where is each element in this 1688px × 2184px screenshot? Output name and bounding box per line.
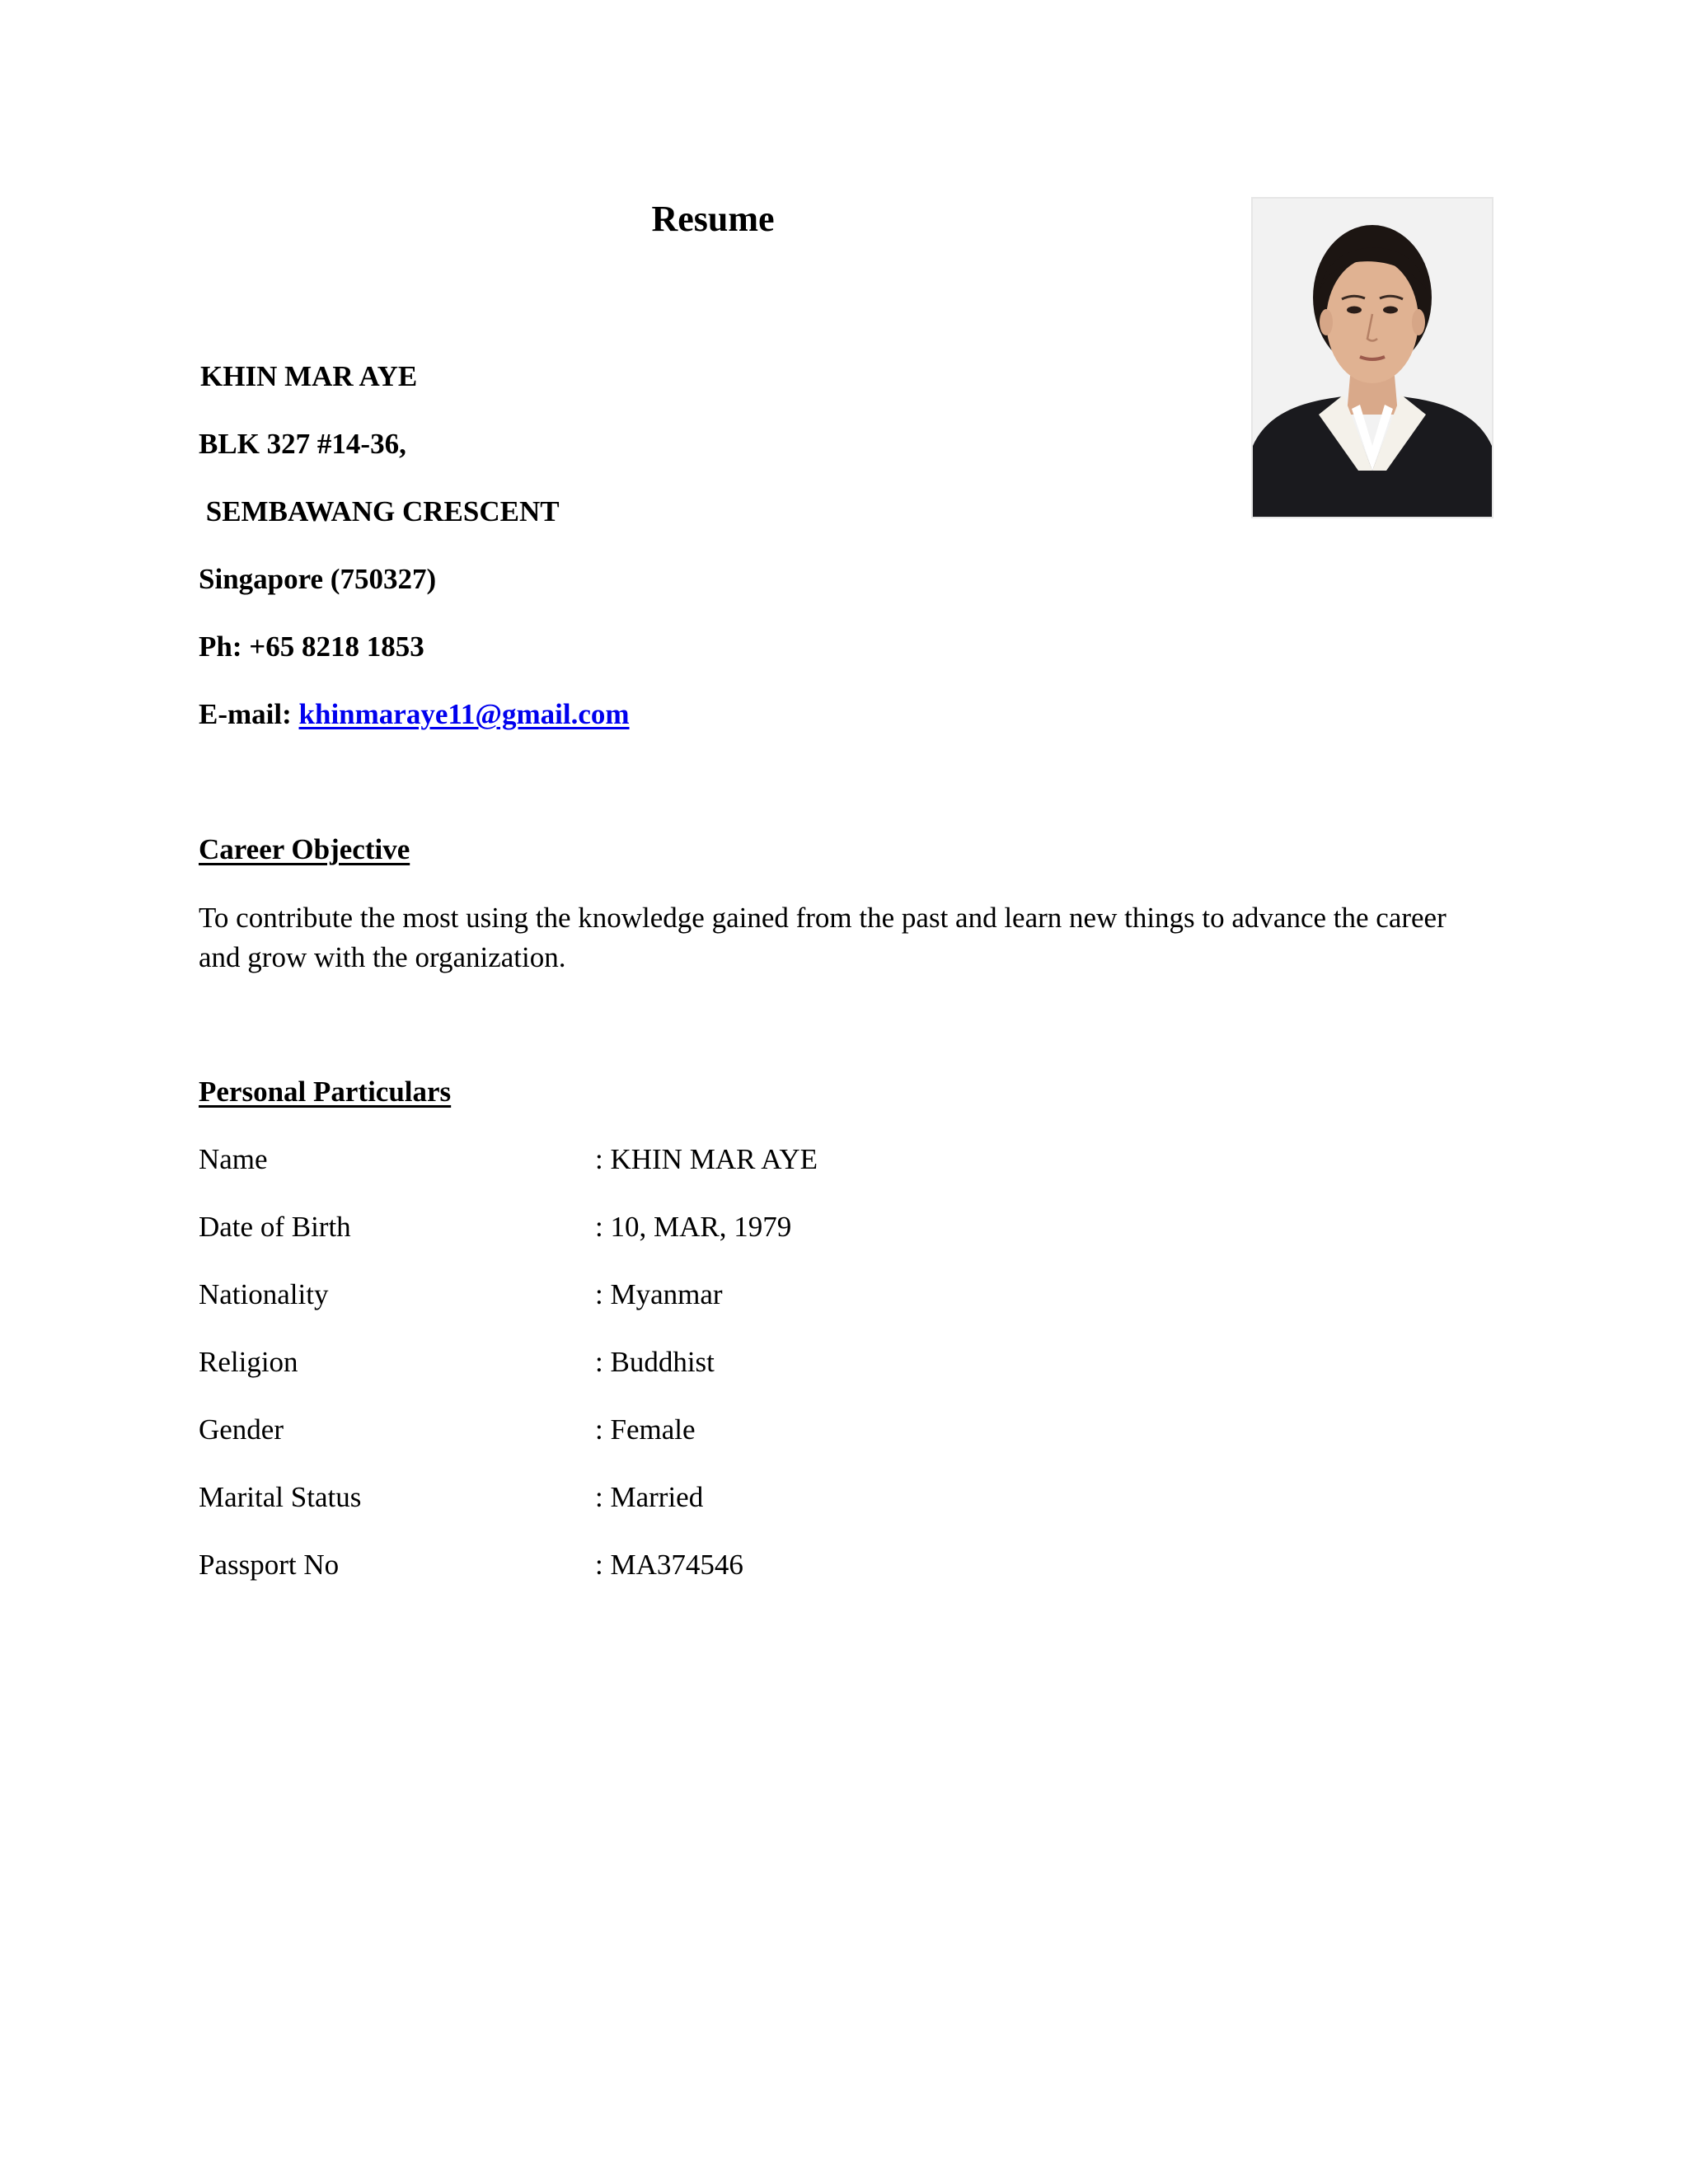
pp-value-dob: : 10, MAR, 1979 [595, 1211, 792, 1243]
pp-value-marital-status: : Married [595, 1481, 704, 1513]
pp-label-dob: Date of Birth [199, 1211, 351, 1243]
email-label: E-mail: [199, 698, 299, 730]
contact-name: KHIN MAR AYE [200, 360, 418, 392]
career-objective-text: To contribute the most using the knowledge gained from the past and learn new things to advance the career and grow with the organization. [199, 902, 1447, 973]
pp-label-name: Name [199, 1143, 268, 1175]
career-objective-heading: Career Objective [199, 833, 410, 865]
email-link[interactable]: khinmaraye11@gmail.com [298, 698, 630, 730]
profile-photo [1251, 197, 1493, 518]
phone-number: Ph: +65 8218 1853 [199, 630, 424, 663]
pp-value-nationality: : Myanmar [595, 1278, 723, 1310]
pp-value-religion: : Buddhist [595, 1346, 715, 1378]
personal-particulars-heading: Personal Particulars [199, 1076, 452, 1108]
pp-value-gender: : Female [595, 1413, 696, 1446]
address-city: Singapore (750327) [199, 563, 437, 595]
pp-label-religion: Religion [199, 1346, 298, 1378]
pp-value-passport: : MA374546 [595, 1549, 743, 1581]
pp-label-passport: Passport No [199, 1549, 340, 1581]
document-title: Resume [651, 199, 775, 239]
email-line [199, 697, 630, 732]
pp-label-nationality: Nationality [199, 1278, 329, 1310]
pp-label-marital-status: Marital Status [199, 1481, 362, 1513]
pp-label-gender: Gender [199, 1413, 284, 1446]
address-line-2: SEMBAWANG CRESCENT [199, 495, 560, 527]
address-line-1: BLK 327 #14-36, [199, 428, 406, 460]
pp-value-name: : KHIN MAR AYE [595, 1143, 818, 1175]
